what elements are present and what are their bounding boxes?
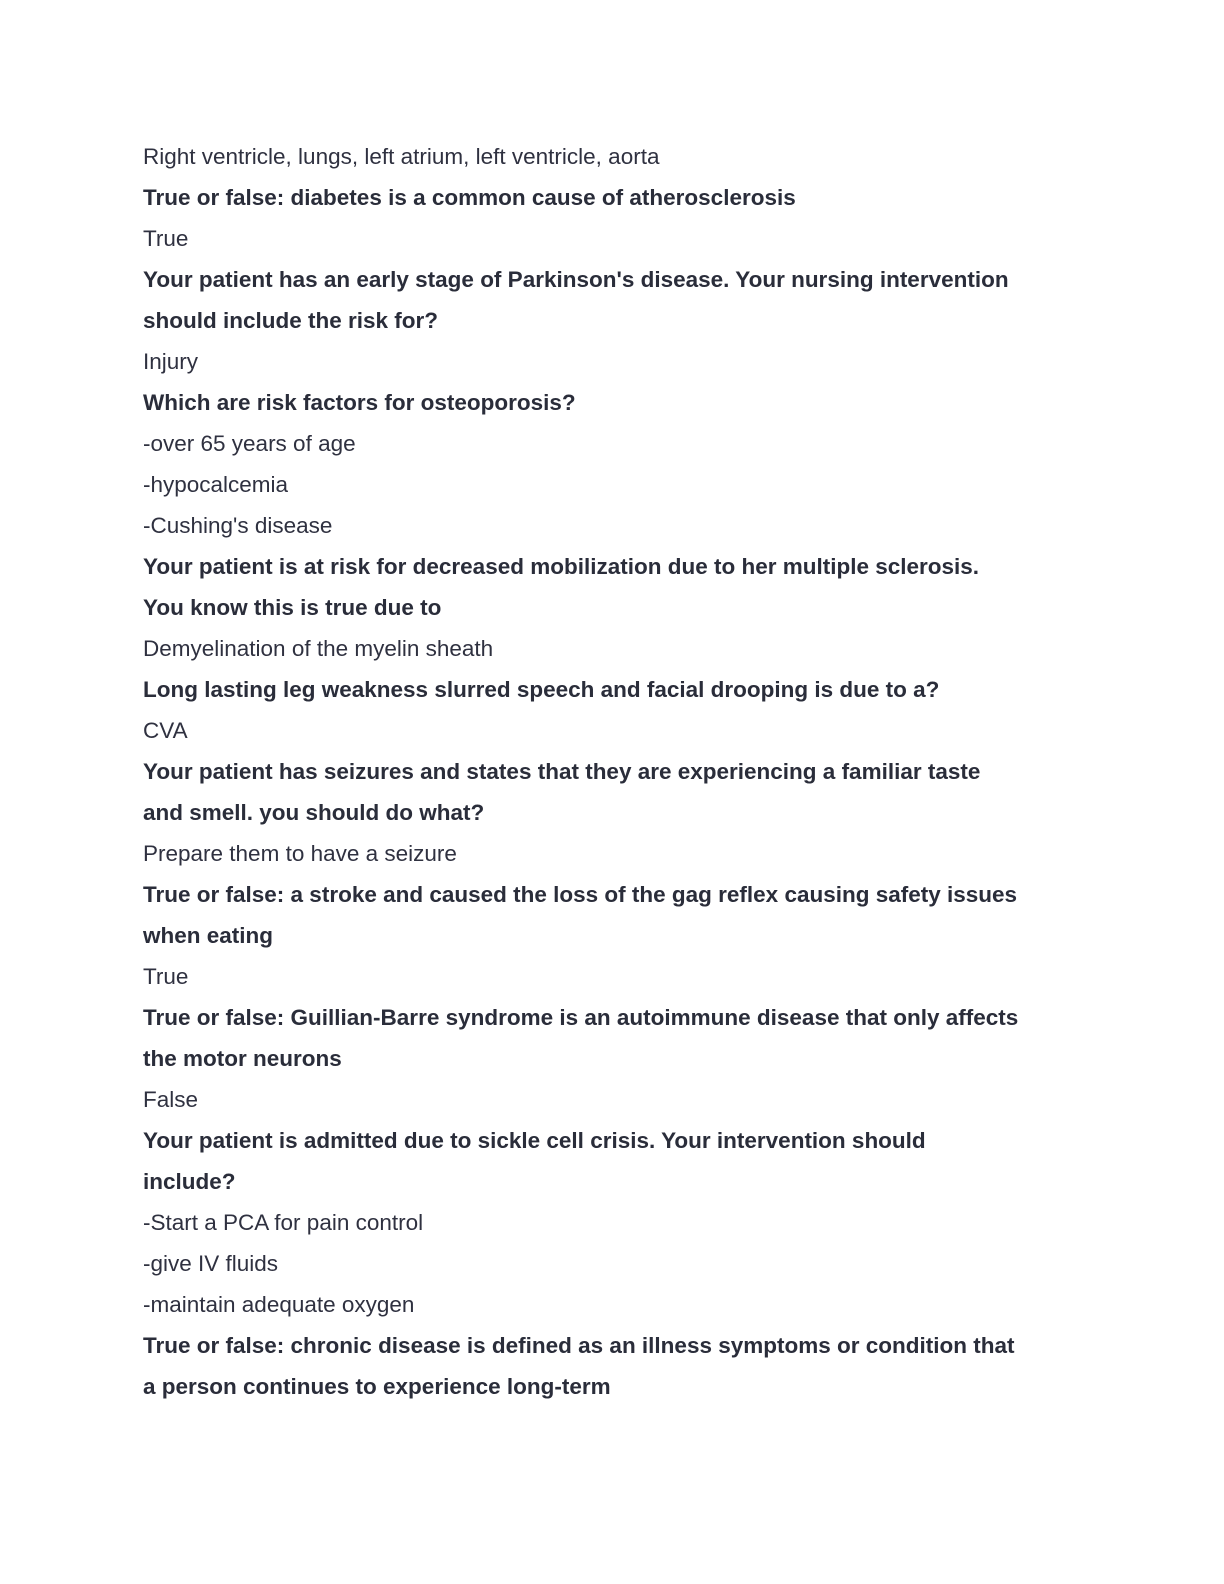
question-line: True or false: diabetes is a common cause of atherosclerosis (143, 185, 796, 210)
answer-line: Right ventricle, lungs, left atrium, left ventricle, aorta (143, 144, 660, 169)
document-page (143, 136, 1083, 1407)
question-line: Which are risk factors for osteoporosis? (143, 390, 576, 415)
answer-line: False (143, 1087, 199, 1112)
question-line: You know this is true due to (143, 595, 442, 620)
answer-line: True (143, 226, 189, 251)
answer-line: CVA (143, 718, 188, 743)
question-line: True or false: Guillian-Barre syndrome is an autoimmune disease that only affects (143, 1005, 1019, 1030)
answer-line: -hypocalcemia (143, 472, 289, 497)
answer-line: -maintain adequate oxygen (143, 1292, 415, 1317)
answer-line: Prepare them to have a seizure (143, 841, 457, 866)
answer-line: Demyelination of the myelin sheath (143, 636, 494, 661)
question-line: and smell. you should do what? (143, 800, 485, 825)
answer-line: -over 65 years of age (143, 431, 356, 456)
question-line: Your patient has seizures and states that they are experiencing a familiar taste (143, 759, 981, 784)
answer-line: True (143, 964, 189, 989)
question-line: Your patient is at risk for decreased mobilization due to her multiple sclerosis. (143, 554, 980, 579)
question-line: Your patient has an early stage of Parkinson's disease. Your nursing intervention (143, 267, 1009, 292)
answer-line: -give IV fluids (143, 1251, 279, 1276)
question-line: include? (143, 1169, 236, 1194)
question-line: Your patient is admitted due to sickle cell crisis. Your intervention should (143, 1128, 926, 1153)
answer-line: -Start a PCA for pain control (143, 1210, 424, 1235)
question-line: a person continues to experience long-term (143, 1374, 611, 1399)
question-line: when eating (143, 923, 274, 948)
question-line: Long lasting leg weakness slurred speech and facial drooping is due to a? (143, 677, 940, 702)
question-line: the motor neurons (143, 1046, 342, 1071)
answer-line: -Cushing's disease (143, 513, 333, 538)
question-line: should include the risk for? (143, 308, 439, 333)
answer-line: Injury (143, 349, 199, 374)
question-line: True or false: a stroke and caused the loss of the gag reflex causing safety issues (143, 882, 1018, 907)
question-line: True or false: chronic disease is defined as an illness symptoms or condition that (143, 1333, 1015, 1358)
